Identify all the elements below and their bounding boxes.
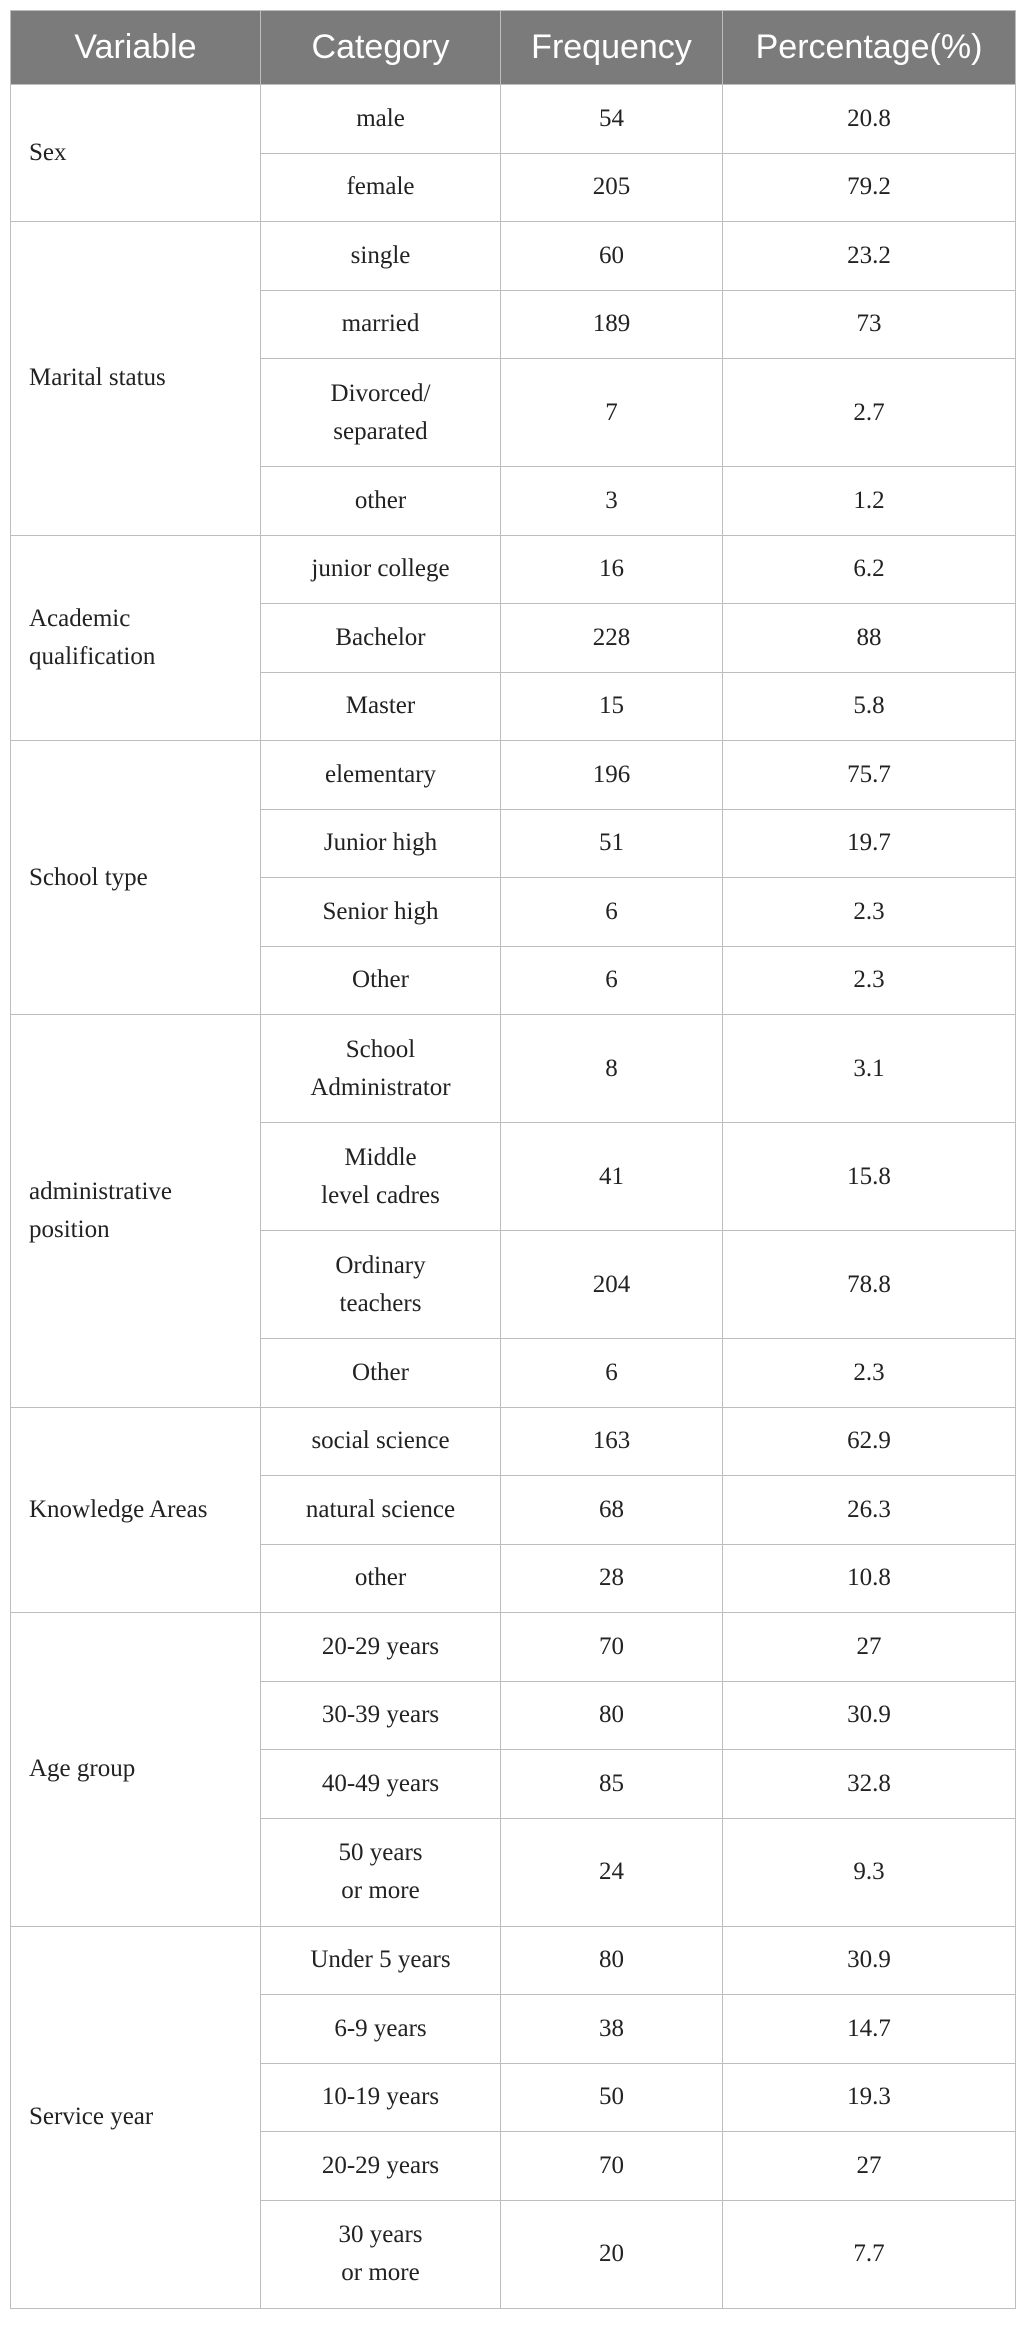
- frequency-cell: 189: [501, 290, 723, 359]
- variable-line: Marital status: [29, 364, 166, 392]
- frequency-cell: 6: [501, 1339, 723, 1408]
- table-row: [11, 1613, 1016, 1682]
- category-line: other: [354, 1564, 407, 1592]
- table-row: [11, 85, 1016, 154]
- category-cell: [261, 878, 501, 947]
- category-line: 10-19 years: [321, 2083, 440, 2111]
- percentage-cell: 14.7: [723, 1995, 1016, 2064]
- variable-line: School type: [29, 863, 148, 891]
- table-row: [11, 741, 1016, 810]
- category-line: Senior high: [322, 897, 439, 925]
- category-line: 20-29 years: [321, 2151, 440, 2179]
- category-line: female: [346, 173, 415, 201]
- category-line: other: [354, 486, 407, 514]
- frequency-cell: 163: [501, 1407, 723, 1476]
- category-line: Divorced/: [330, 379, 431, 407]
- percentage-cell: 2.3: [723, 1339, 1016, 1408]
- frequency-cell: 28: [501, 1544, 723, 1613]
- frequency-cell: 20: [501, 2200, 723, 2308]
- frequency-cell: 38: [501, 1995, 723, 2064]
- variable-cell: [11, 1015, 261, 1408]
- category-cell: [261, 1476, 501, 1545]
- table-row: [11, 222, 1016, 291]
- percentage-cell: 3.1: [723, 1015, 1016, 1123]
- category-cell: [261, 1750, 501, 1819]
- category-line: Administrator: [310, 1073, 451, 1101]
- header-frequency: Frequency: [501, 11, 723, 85]
- variable-cell: [11, 741, 261, 1015]
- percentage-cell: 6.2: [723, 535, 1016, 604]
- category-line: 30-39 years: [321, 1701, 440, 1729]
- frequency-cell: 80: [501, 1681, 723, 1750]
- header-row: [11, 11, 1016, 85]
- category-cell: [261, 222, 501, 291]
- percentage-cell: 15.8: [723, 1123, 1016, 1231]
- category-cell: [261, 153, 501, 222]
- category-line: elementary: [324, 760, 437, 788]
- category-line: School: [345, 1035, 416, 1063]
- category-line: separated: [333, 417, 428, 445]
- category-cell: [261, 467, 501, 536]
- variable-line: Sex: [29, 139, 67, 166]
- percentage-cell: 20.8: [723, 85, 1016, 154]
- category-cell: [261, 1015, 501, 1123]
- percentage-cell: 19.3: [723, 2063, 1016, 2132]
- percentage-cell: 2.7: [723, 359, 1016, 467]
- percentage-cell: 27: [723, 2132, 1016, 2201]
- percentage-cell: 23.2: [723, 222, 1016, 291]
- frequency-cell: 50: [501, 2063, 723, 2132]
- frequency-cell: 60: [501, 222, 723, 291]
- percentage-cell: 62.9: [723, 1407, 1016, 1476]
- frequency-cell: 204: [501, 1231, 723, 1339]
- category-cell: [261, 1123, 501, 1231]
- percentage-cell: 27: [723, 1613, 1016, 1682]
- percentage-cell: 73: [723, 290, 1016, 359]
- variable-line: Knowledge Areas: [29, 1495, 208, 1523]
- frequency-cell: 6: [501, 878, 723, 947]
- frequency-cell: 196: [501, 741, 723, 810]
- variable-cell: [11, 1407, 261, 1613]
- category-line: natural science: [305, 1495, 456, 1523]
- category-cell: [261, 290, 501, 359]
- frequency-cell: 205: [501, 153, 723, 222]
- category-cell: [261, 1544, 501, 1613]
- category-line: single: [350, 241, 411, 269]
- category-line: Under 5 years: [310, 1946, 451, 1974]
- frequency-cell: 70: [501, 2132, 723, 2201]
- category-line: 6-9 years: [334, 2014, 427, 2042]
- category-line: social science: [311, 1427, 450, 1455]
- category-line: male: [356, 104, 405, 132]
- percentage-cell: 7.7: [723, 2200, 1016, 2308]
- category-cell: [261, 1681, 501, 1750]
- percentage-cell: 2.3: [723, 946, 1016, 1015]
- variable-cell: [11, 85, 261, 222]
- frequency-cell: 15: [501, 672, 723, 741]
- frequency-cell: 68: [501, 1476, 723, 1545]
- frequency-cell: 41: [501, 1123, 723, 1231]
- frequency-cell: 51: [501, 809, 723, 878]
- percentage-cell: 75.7: [723, 741, 1016, 810]
- frequency-cell: 70: [501, 1613, 723, 1682]
- demographics-table: [10, 10, 1016, 2309]
- category-line: Bachelor: [335, 623, 426, 651]
- header-percentage: Percentage(%): [723, 11, 1016, 85]
- percentage-cell: 19.7: [723, 809, 1016, 878]
- variable-line: Age group: [29, 1755, 136, 1783]
- category-cell: [261, 604, 501, 673]
- percentage-cell: 1.2: [723, 467, 1016, 536]
- category-cell: [261, 1407, 501, 1476]
- category-line: 40-49 years: [321, 1769, 440, 1797]
- percentage-cell: 2.3: [723, 878, 1016, 947]
- percentage-cell: 78.8: [723, 1231, 1016, 1339]
- category-cell: [261, 2063, 501, 2132]
- percentage-cell: 32.8: [723, 1750, 1016, 1819]
- category-line: married: [341, 310, 420, 338]
- frequency-cell: 80: [501, 1926, 723, 1995]
- variable-cell: [11, 1613, 261, 1927]
- header-variable: Variable: [11, 11, 261, 85]
- percentage-cell: 30.9: [723, 1681, 1016, 1750]
- table-row: [11, 1407, 1016, 1476]
- category-cell: [261, 1339, 501, 1408]
- frequency-cell: 6: [501, 946, 723, 1015]
- category-cell: [261, 1613, 501, 1682]
- category-line: 20-29 years: [321, 1632, 440, 1660]
- variable-line: position: [29, 1215, 110, 1243]
- frequency-cell: 3: [501, 467, 723, 536]
- percentage-cell: 10.8: [723, 1544, 1016, 1613]
- category-line: Other: [352, 966, 409, 994]
- category-line: Master: [345, 692, 416, 720]
- category-line: level cadres: [321, 1181, 440, 1209]
- percentage-cell: 26.3: [723, 1476, 1016, 1545]
- category-line: or more: [341, 2259, 420, 2286]
- percentage-cell: 88: [723, 604, 1016, 673]
- category-cell: [261, 741, 501, 810]
- variable-line: qualification: [29, 642, 156, 670]
- category-cell: [261, 809, 501, 878]
- category-cell: [261, 2132, 501, 2201]
- frequency-cell: 24: [501, 1818, 723, 1926]
- category-cell: [261, 1926, 501, 1995]
- variable-cell: [11, 222, 261, 536]
- category-cell: [261, 1995, 501, 2064]
- category-line: 30 years: [338, 2221, 423, 2248]
- frequency-cell: 8: [501, 1015, 723, 1123]
- category-cell: [261, 1231, 501, 1339]
- category-cell: [261, 946, 501, 1015]
- frequency-cell: 7: [501, 359, 723, 467]
- table-row: [11, 1015, 1016, 1123]
- category-cell: [261, 359, 501, 467]
- category-line: Middle: [344, 1143, 417, 1171]
- category-line: or more: [341, 1877, 420, 1904]
- category-cell: [261, 672, 501, 741]
- category-line: Ordinary: [335, 1251, 426, 1279]
- frequency-cell: 16: [501, 535, 723, 604]
- category-line: Other: [352, 1358, 409, 1386]
- frequency-cell: 85: [501, 1750, 723, 1819]
- category-cell: [261, 2200, 501, 2308]
- category-line: Junior high: [323, 829, 438, 857]
- category-cell: [261, 85, 501, 154]
- category-cell: [261, 535, 501, 604]
- percentage-cell: 30.9: [723, 1926, 1016, 1995]
- variable-line: Academic: [29, 604, 131, 632]
- percentage-cell: 5.8: [723, 672, 1016, 741]
- table-body: [11, 85, 1016, 2309]
- header-category: Category: [261, 11, 501, 85]
- frequency-cell: 228: [501, 604, 723, 673]
- percentage-cell: 79.2: [723, 153, 1016, 222]
- category-cell: [261, 1818, 501, 1926]
- table-row: [11, 535, 1016, 604]
- category-line: junior college: [311, 555, 450, 583]
- category-line: 50 years: [338, 1839, 423, 1866]
- table-row: [11, 1926, 1016, 1995]
- percentage-cell: 9.3: [723, 1818, 1016, 1926]
- variable-line: administrative: [29, 1177, 173, 1205]
- variable-cell: [11, 535, 261, 741]
- variable-cell: [11, 1926, 261, 2308]
- frequency-cell: 54: [501, 85, 723, 154]
- variable-line: Service year: [29, 2103, 154, 2130]
- category-line: teachers: [339, 1289, 422, 1317]
